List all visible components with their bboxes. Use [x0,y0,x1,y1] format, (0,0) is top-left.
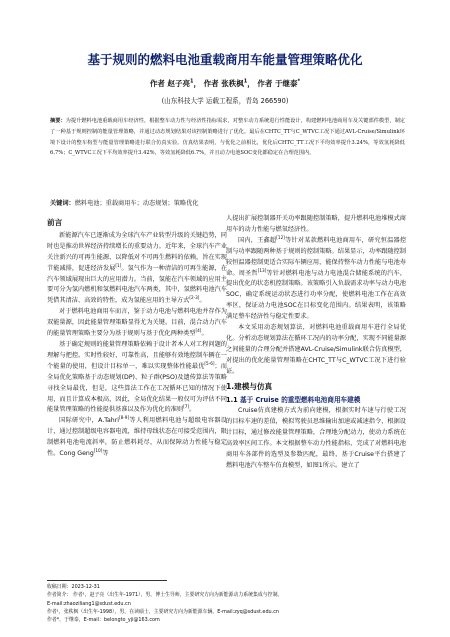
author-mark: 1 [190,78,194,85]
footnotes [47,583,407,624]
subsection-heading: 1.1 基于 Cruise 的重型燃料电池商用车建模 [226,395,361,404]
author-name: 于继泰 [274,79,298,88]
section-heading: 前言 [47,218,63,227]
paragraph: 对于燃料电池商用车而言，鉴于动力电池与燃料电池并存作为双能量源，因此能量管理策略显得尤为关键。目前，混合动力汽车的能量管理策略主要分为基于规则与基于优化两种类型[4]。 [47,308,227,338]
author-label: 作者 [149,79,165,88]
citation: [2-3] [189,295,200,301]
paragraph: Cruise仿真建模方式为前向建模，根据实时车速与行驶工况的目标车速的差值，模拟驾驶员思维输出加速或减速指令，根据设计目标，通过修改能量管理策略，合理地分配动力，使动力系统在高效率区间工作。本文根据整车动力性能指标，完成了对燃料电池商用车各部件的选型及参数匹配，最终，基于Cruise平台搭建了燃料电池汽车整车仿真模型，如图1所示。建立了 [226,407,406,469]
author-name: 赵子亮 [167,79,191,88]
citation: [1] [115,262,122,268]
author-name: 张秩枫 [221,79,244,88]
citation: [8-9] [118,415,130,421]
author-label: 作者 [203,79,219,88]
author-mark: * [297,78,301,85]
footnote-divider [47,580,167,581]
abstract-label: 摘要： [50,118,66,124]
citation: [7] [183,404,190,410]
received-date: 收稿日期：2023-12-31 [47,584,100,590]
keywords-label: 关键词： [50,200,75,207]
author-bio: 作者简介： 作者¹，赵子亮（出生年-1971），男，博士生导师，主要研究方向为新能源动力系统集成与控制。 [47,592,283,599]
section-heading: 1.建模与仿真 [226,381,273,391]
keywords-text: 燃料电池；重载商用车；动态规划；策略优化 [74,200,199,207]
author-bio: 作者¹，张秩枫（出生年-1998），男，在读硕士，主要研究方向为新能源车辆。E-mail:zyq@sdust.edu.cn [47,608,279,615]
abstract-text: 为提升燃料电池重载商用车经济性，根据整车动力性与经济性指标需求，对整车动力系统进行性能设计，构建燃料电池商用车及关键部件模型，制定了一种基于规则控制的能量管理策略，并通过动态规划结果对该控制策略进行了优化。最后在CHTC_TT与C_WTVC工况下通过AVL-Cruise/Simulink环境下设计的整车构型与能量管理策略进行联合仿真实验。仿真结果表明，与优化之前相比，优化后CHTC_TT工况下平均效率提升3.24%，等效氢耗降低6.7%；C_WTVC工况下平均效率提升3.42%，等效氢耗降低6.7%，并且动力电池SOC变化都稳定在合理范围内。 [50,118,405,157]
abstract [50,116,405,159]
paper-title: 基于规则的燃料电池重载商用车能量管理策略优化 [87,52,363,67]
citation: [12] [276,234,285,240]
citation: [13] [257,267,267,273]
author-email: E-mail:zhaoziliang1@sdust.edu.cn [47,600,131,607]
paragraph: 基于确定规则的能量管理策略依赖于设计者本人对工程问题的理解与把控。实时性较好，可靠性高，且能够有效地控制车辆在一个能量的使用，但设计目标单一，难以实现整体性能最优[5-6]；而全局优化策略基于动态规划(DP)、粒子群(PSO)及遗传算法等策略寻找全局最优，但是，这些算法工作在工况循环已知的情况下使用，而且计算成本极高，因此，全局优化结果一般仅可为评估不同能量管理策略的性能提供基准以及作为优化的准则[7]。 [47,340,227,414]
paragraph: 国内，王鑫超[12]等针对某款燃料电池商用车，研究恒温器控制与功率跟随两种基于规则的控制策略。结果显示，功率跟随控制较恒温器控制更适合实际车辆应用，能保持整车动力性能与电池寿命。周圣哲[13]等针对燃料电池与动力电池混合储能系统的汽车，提出优化的状态机控制策略。该策略引入负载需求功率与动力电池SOC，确定系统运动状态进行功率分配，使燃料电池工作在高效率区，保证动力电池SOC在目标变化范围内。结果表明，该策略满足整车经济性与稳定性要求。 [226,234,407,321]
author-bio: 作者*，于继泰，E-mail：belongto_yji@163.com [47,617,160,624]
paragraph: 人提出扩展控制器开关功率跟随控制策略，提升燃料电池堆模式商用车的动力性能与燃氧经济性。 [226,215,406,233]
author-line: 作者 赵子亮$^1$， 作者 张秩枫$^1$， 作者 于继泰* [149,78,301,88]
paragraph: 本文采用动态规划算法，对燃料电池重载商用车进行全局优化。分析动态规划算法在循环工况内的功率分配，实现不同能量源之间能量的合理分配并搭建AVL-Cruise/Simulink联合仿真模型，对提出的优化能量管理策略在CHTC_TT与C_WTVC工况下进行验证。 [226,324,406,375]
right-column [226,214,406,472]
left-column [47,214,227,460]
keywords [50,198,405,207]
author-label: 作者 [257,79,273,88]
affiliation: (山东科技大学 运载工程系，青岛 266590) [161,97,289,105]
paragraph: 新能源汽车已逐渐成为全球汽车产业转型升级的关键趋势，同时也是推动世界经济持续增长的重要动力。近年来，全球汽车产业关注新兴的可再生能源，以降低对不可再生燃料的依赖，旨在实现节能减排，促进经济发展[1]。氢气作为一种清洁的可再生能源，在汽车领域展现出巨大的应用潜力。当前，氢能在汽车领域的应用主要可分为氢内燃机和氢燃料电池汽车两类，其中，氢燃料电池汽车凭借其清洁、高效的特性，成为氢能应用的主导方式[2-3]。 [47,231,228,305]
citation: [4] [195,328,202,333]
citation: [10] [93,447,103,453]
citation: [5-6] [204,360,215,366]
author-mark: 1 [243,78,248,85]
paragraph: 国际研究中，A.Tahri[8-9]等人利用燃料电池与超级电容器设计，通过控制超级电容器电流，维持母线状态在可接受范围内，限制燃料电池电流斜率，防止燃料耗尽，从而保障动力性能与稳定性。Cong Geng[10]等 [47,415,227,458]
